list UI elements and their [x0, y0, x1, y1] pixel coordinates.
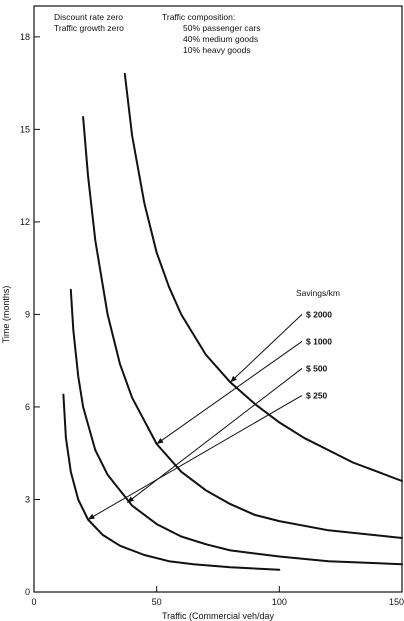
plot-frame	[34, 6, 402, 592]
series-line	[63, 395, 279, 570]
legend-leader-line	[88, 395, 302, 519]
chart-text	[1, 12, 404, 621]
annotation-text: Traffic growth zero	[54, 23, 124, 33]
y-tick-label: 3	[24, 494, 30, 505]
legend-label: $ 250	[306, 390, 328, 401]
annotation-text: Traffic composition:	[162, 12, 236, 22]
legend-label: $ 1000	[306, 336, 332, 347]
x-tick-label: 150	[388, 597, 404, 607]
y-tick-label: 0	[24, 587, 30, 597]
y-tick-label: 6	[24, 401, 30, 412]
legend-leader-line	[157, 341, 302, 444]
legend-leader-line	[127, 368, 302, 502]
x-tick-label: 50	[151, 597, 162, 607]
y-tick-label: 18	[19, 31, 30, 42]
legend-arrowhead	[88, 514, 95, 520]
y-tick-label: 9	[24, 309, 30, 320]
axis-ticks	[34, 37, 402, 592]
x-tick-label: 100	[271, 597, 287, 607]
annotation-text: Discount rate zero	[54, 12, 123, 22]
legend-leader-lines	[88, 314, 302, 519]
legend-arrowhead	[157, 438, 164, 444]
series-lines	[63, 74, 402, 570]
annotation-text: 50% passenger cars	[183, 23, 261, 33]
y-axis-label: Time (months)	[1, 285, 11, 344]
series-line	[83, 117, 402, 538]
annotation-text: 40% medium goods	[183, 34, 259, 44]
annotation-text: 10% heavy goods	[183, 45, 251, 55]
legend-label: $ 500	[306, 363, 328, 374]
legend-leader-line	[230, 314, 302, 382]
legend-label: $ 2000	[306, 309, 332, 320]
legend-title: Savings/km	[296, 287, 340, 298]
y-tick-label: 12	[19, 216, 30, 227]
x-axis-label: Traffic (Commercial veh/day	[161, 611, 275, 621]
series-line	[71, 287, 402, 565]
y-tick-label: 15	[19, 124, 30, 135]
plot-area-border	[34, 6, 402, 592]
series-line	[125, 74, 402, 481]
x-tick-label: 0	[31, 597, 37, 607]
